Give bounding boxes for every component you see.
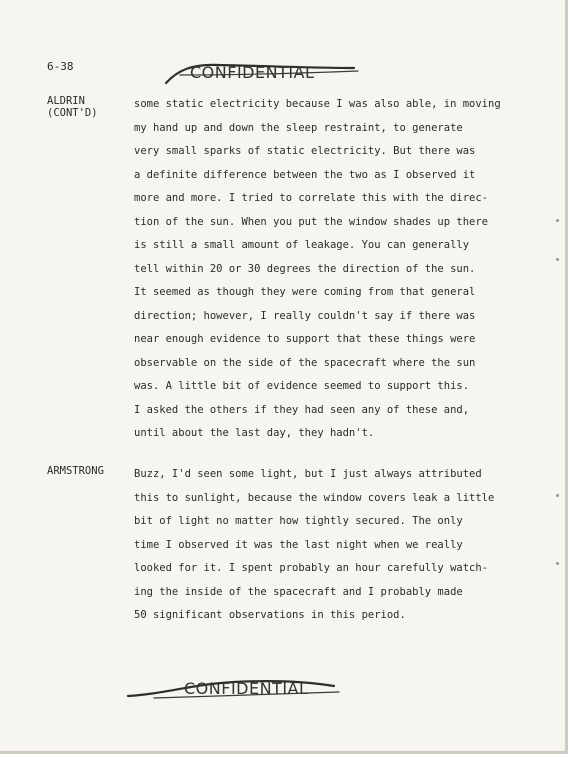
- confidential-stamp-bottom: [124, 672, 364, 706]
- text-line: observable on the side of the spacecraft where the sun: [134, 356, 476, 369]
- text-line: very small sparks of static electricity. But there was: [134, 145, 476, 157]
- text-line: more and more. I tried to correlate this with the direc-: [134, 192, 489, 204]
- text-line: a definite difference between the two as I observed it: [134, 168, 476, 181]
- speaker-name: ARMSTRONG: [47, 465, 104, 477]
- text-line: bit of light no matter how tightly secured. The only: [134, 515, 463, 527]
- text-line: time I observed it was the last night when we really: [134, 538, 463, 551]
- text-line: tell within 20 or 30 degrees the direction of the sun.: [134, 262, 476, 275]
- text-line: 50 significant observations in this period.: [134, 609, 406, 621]
- text-line: until about the last day, they hadn't.: [134, 427, 375, 439]
- margin-speck: [556, 219, 559, 222]
- stamp-text-bottom: CONFIDENTIAL: [184, 679, 309, 698]
- stamp-text-top: CONFIDENTIAL: [190, 63, 315, 82]
- speaker-name: ALDRIN: [47, 95, 85, 107]
- speech-armstrong: [134, 463, 544, 628]
- text-line: this to sunlight, because the window covers leak a little: [134, 491, 495, 504]
- speaker-armstrong: [47, 465, 104, 477]
- margin-speck: [556, 258, 559, 261]
- speaker-aldrin: [47, 95, 98, 119]
- text-line: I asked the others if they had seen any of these and,: [134, 403, 470, 416]
- margin-speck: [556, 562, 559, 565]
- text-line: tion of the sun. When you put the window shades up there: [134, 215, 489, 228]
- speech-aldrin: [134, 93, 544, 446]
- margin-speck: [556, 494, 559, 497]
- text-line: near enough evidence to support that these things were: [134, 333, 476, 345]
- speaker-continued: (CONT'D): [47, 107, 98, 119]
- text-line: was. A little bit of evidence seemed to support this.: [134, 380, 470, 392]
- text-line: looked for it. I spent probably an hour carefully watch-: [134, 562, 489, 574]
- text-line: is still a small amount of leakage. You can generally: [134, 239, 470, 251]
- confidential-stamp-top: [158, 56, 398, 90]
- page-number: 6-38: [47, 60, 74, 73]
- text-line: some static electricity because I was also able, in moving: [134, 98, 501, 110]
- text-line: Buzz, I'd seen some light, but I just always attributed: [134, 468, 482, 480]
- text-line: ing the inside of the spacecraft and I probably made: [134, 585, 463, 598]
- text-line: my hand up and down the sleep restraint, to generate: [134, 121, 463, 134]
- text-line: It seemed as though they were coming from that general: [134, 286, 476, 298]
- text-line: direction; however, I really couldn't say if there was: [134, 309, 476, 322]
